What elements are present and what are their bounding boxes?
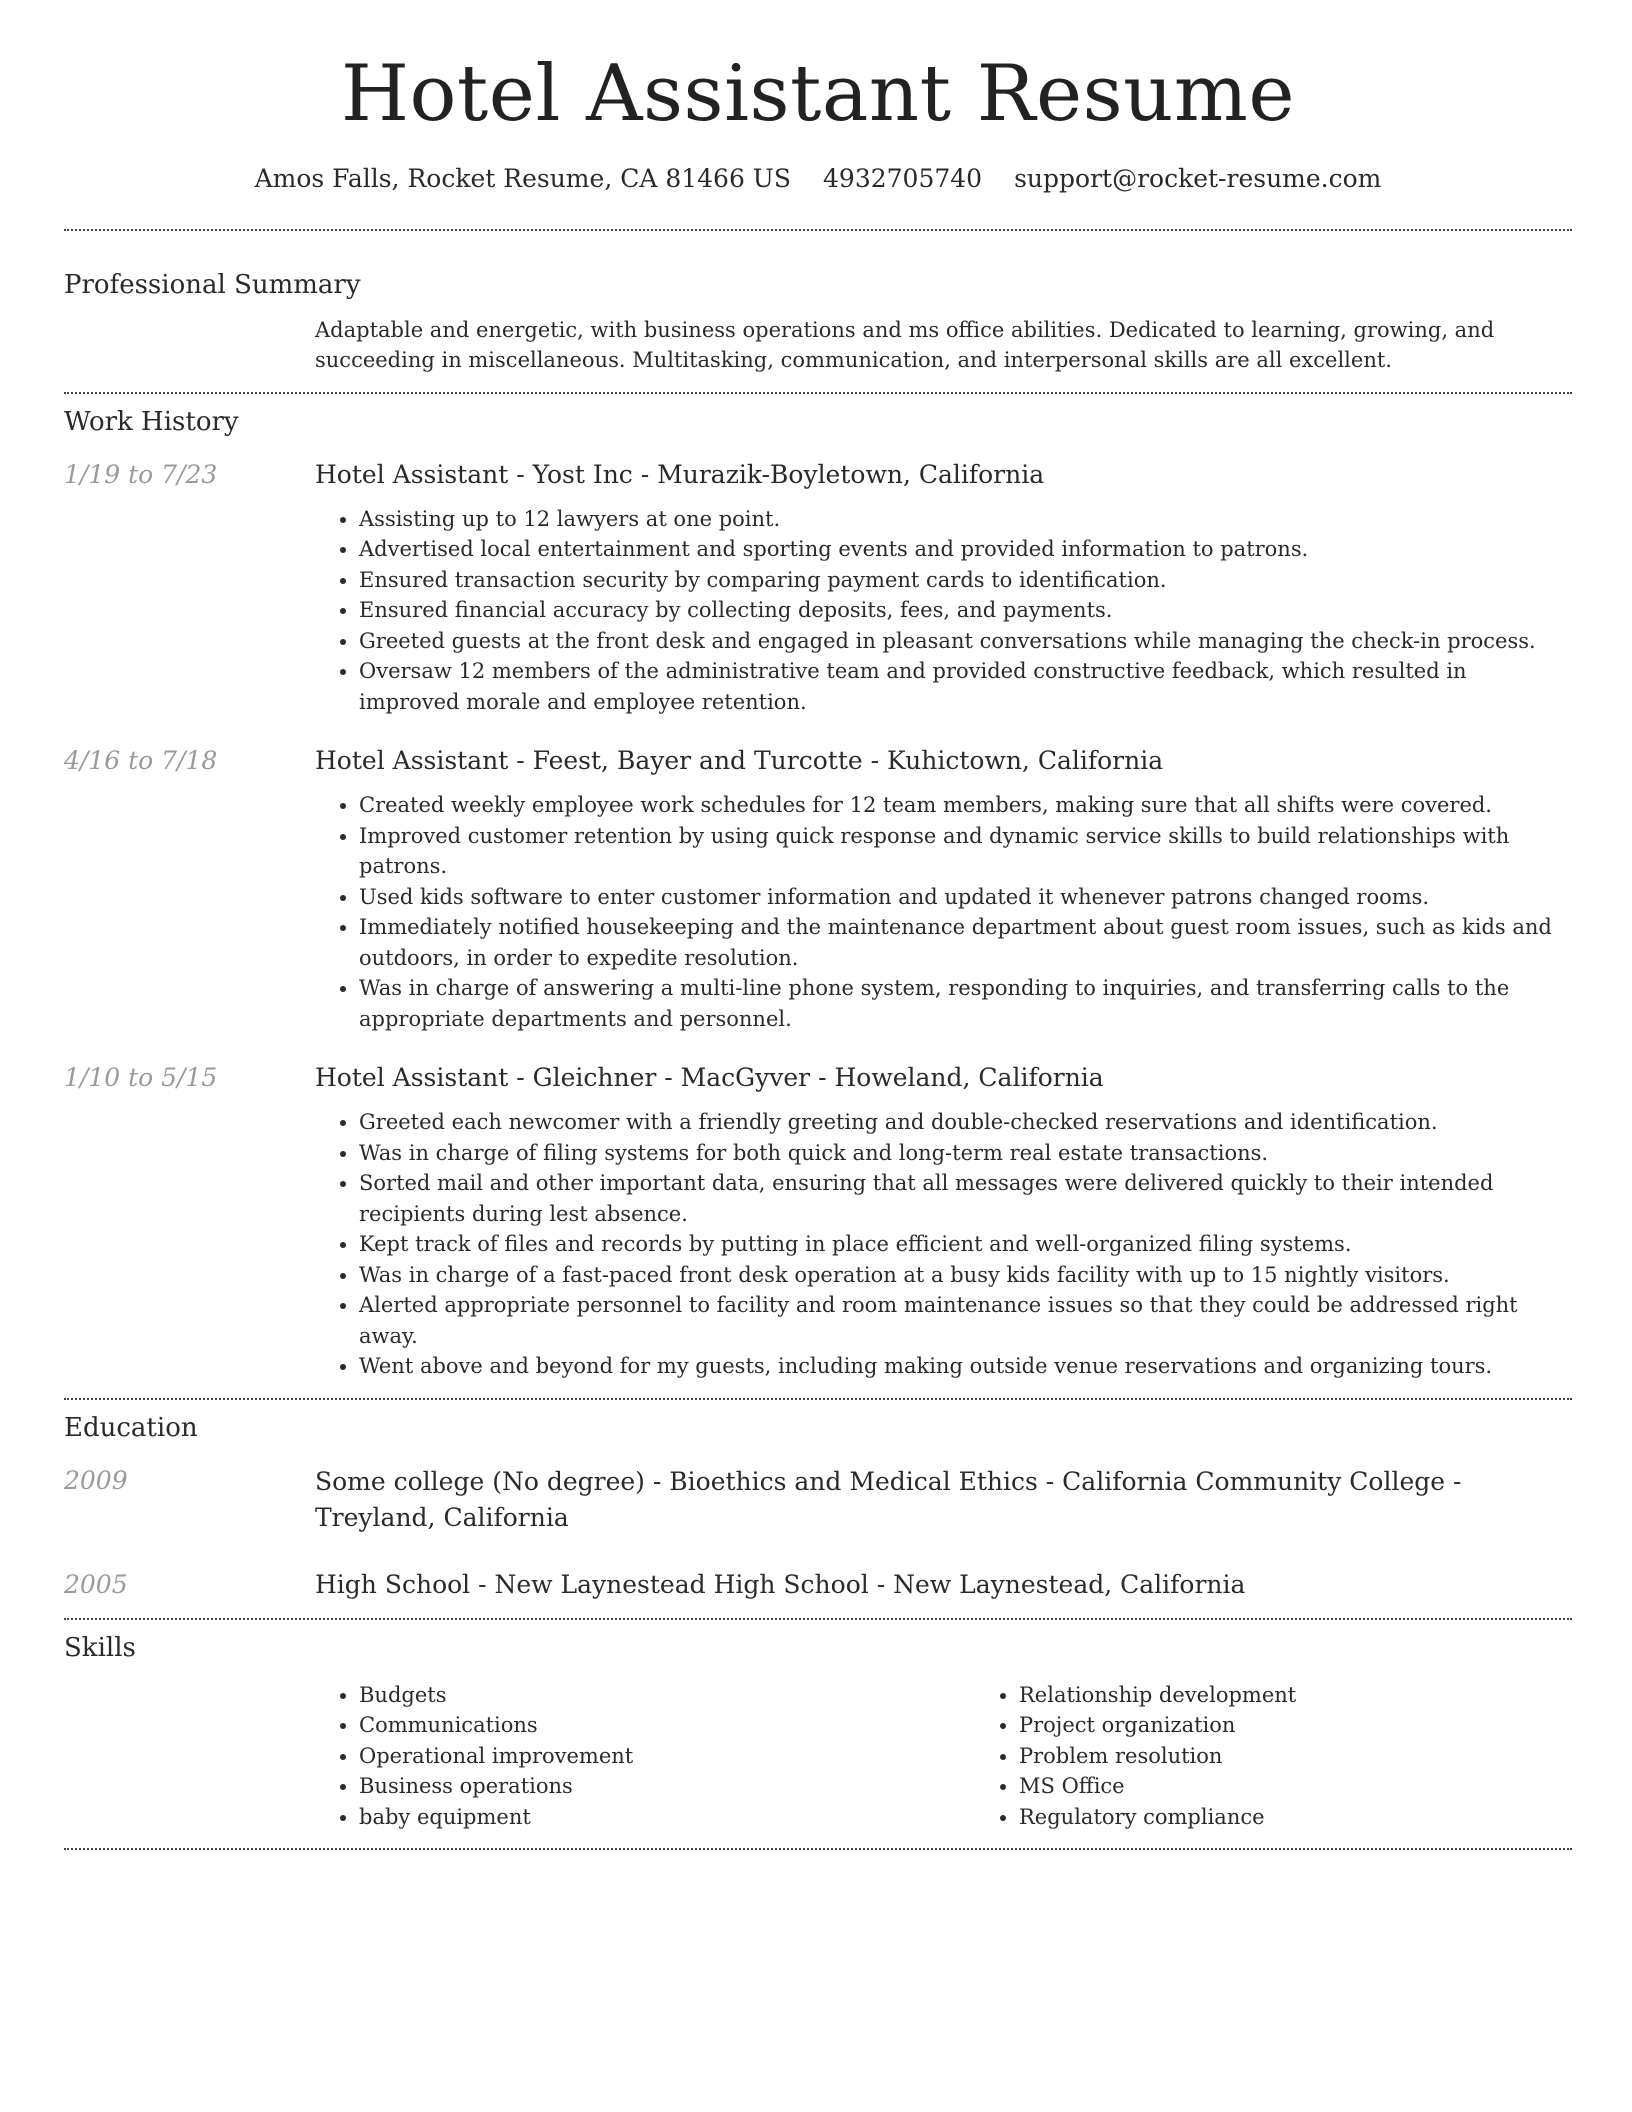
list-item: • Was in charge of a fast-paced front desk operation at a busy kids facility with up to 15 nightly visitors. xyxy=(359,1260,1572,1291)
list-item: • Alerted appropriate personnel to facility and room maintenance issues so that they could be addressed right away. xyxy=(359,1290,1572,1351)
list-item: • Was in charge of answering a multi-line phone system, responding to inquiries, and transferring calls to the appropriate departments and personnel. xyxy=(359,973,1572,1034)
list-item: • Oversaw 12 members of the administrative team and provided constructive feedback, which resulted in improved morale and employee retention. xyxy=(359,656,1572,717)
job-title: Hotel Assistant - Gleichner - MacGyver - Howeland, California xyxy=(315,1063,1104,1093)
contact-phone: 4932705740 xyxy=(823,163,983,193)
skills-section xyxy=(64,1620,1572,1833)
list-item: • Advertised local entertainment and sporting events and provided information to patrons. xyxy=(359,534,1572,565)
list-item: • Assisting up to 12 lawyers at one point. xyxy=(359,504,1572,535)
job-title: Hotel Assistant - Yost Inc - Murazik-Boyletown, California xyxy=(315,459,1045,489)
list-item: • Ensured financial accuracy by collecting deposits, fees, and payments. xyxy=(359,595,1572,626)
summary-section xyxy=(64,231,1572,375)
skill-item: • Operational improvement xyxy=(359,1741,975,1772)
list-item: • Greeted each newcomer with a friendly greeting and double-checked reservations and identification. xyxy=(359,1107,1572,1138)
section-title-education: Education xyxy=(64,1412,198,1443)
skill-item: • MS Office xyxy=(1019,1771,1632,1802)
section-title-summary: Professional Summary xyxy=(64,269,361,300)
resume-page xyxy=(64,0,1572,1850)
list-item: • Kept track of files and records by putting in place efficient and well-organized filing systems. xyxy=(359,1229,1572,1260)
skill-item: • Relationship development xyxy=(1019,1680,1632,1711)
skills-list-left xyxy=(315,1680,975,1833)
education-section xyxy=(64,1400,1572,1602)
skill-item: • Regulatory compliance xyxy=(1019,1802,1632,1833)
job-dates: 1/10 to 5/15 xyxy=(64,1063,218,1093)
education-year: 2009 xyxy=(64,1465,128,1495)
skill-item: • baby equipment xyxy=(359,1802,975,1833)
list-item: • Was in charge of filing systems for both quick and long-term real estate transactions. xyxy=(359,1138,1572,1169)
list-item: • Sorted mail and other important data, ensuring that all messages were delivered quickly to their intended recipients during lest absence. xyxy=(359,1168,1572,1229)
list-item: • Greeted guests at the front desk and engaged in pleasant conversations while managing the check-in process. xyxy=(359,626,1572,657)
education-entry xyxy=(64,1568,1572,1602)
job-bullets xyxy=(315,1107,1572,1382)
contact-address: Amos Falls, Rocket Resume, CA 81466 US xyxy=(254,163,792,193)
list-item: • Improved customer retention by using quick response and dynamic service skills to build relationships with patrons. xyxy=(359,821,1572,882)
job-bullets xyxy=(315,790,1572,1034)
skill-item: • Business operations xyxy=(359,1771,975,1802)
contact-line xyxy=(64,164,1572,193)
job-entry xyxy=(64,458,1572,718)
job-entry xyxy=(64,1061,1572,1382)
skill-item: • Budgets xyxy=(359,1680,975,1711)
list-item: • Went above and beyond for my guests, including making outside venue reservations and organizing tours. xyxy=(359,1351,1572,1382)
list-item: • Used kids software to enter customer information and updated it whenever patrons changed rooms. xyxy=(359,882,1572,913)
skill-item: • Project organization xyxy=(1019,1710,1632,1741)
education-text: High School - New Laynestead High School - New Laynestead, California xyxy=(315,1569,1246,1599)
list-item: • Immediately notified housekeeping and the maintenance department about guest room issues, such as kids and outdoors, in order to expedite resolution. xyxy=(359,912,1572,973)
contact-email: support@rocket-resume.com xyxy=(1014,163,1382,193)
education-year: 2005 xyxy=(64,1569,128,1599)
section-title-skills: Skills xyxy=(64,1632,136,1663)
skills-list-right xyxy=(975,1680,1632,1833)
list-item: • Created weekly employee work schedules for 12 team members, making sure that all shifts were covered. xyxy=(359,790,1572,821)
job-dates: 1/19 to 7/23 xyxy=(64,459,218,489)
section-title-work-history: Work History xyxy=(64,406,239,437)
education-text: Some college (No degree) - Bioethics and Medical Ethics - California Community College - Treyland, California xyxy=(315,1466,1462,1532)
resume-header xyxy=(64,0,1572,193)
job-bullets xyxy=(315,504,1572,718)
education-entry xyxy=(64,1464,1572,1536)
skills-grid xyxy=(315,1680,1632,1833)
divider xyxy=(64,1848,1572,1850)
summary-text: Adaptable and energetic, with business operations and ms office abilities. Dedicated to learning, growing, and succeeding in miscellaneous. Multitasking, communication, and interpersonal skills are all excellent. xyxy=(315,317,1495,372)
job-entry xyxy=(64,744,1572,1034)
list-item: • Ensured transaction security by comparing payment cards to identification. xyxy=(359,565,1572,596)
work-history-section xyxy=(64,394,1572,1382)
skill-item: • Communications xyxy=(359,1710,975,1741)
resume-title: Hotel Assistant Resume xyxy=(340,49,1296,139)
skill-item: • Problem resolution xyxy=(1019,1741,1632,1772)
job-title: Hotel Assistant - Feest, Bayer and Turcotte - Kuhictown, California xyxy=(315,746,1164,776)
job-dates: 4/16 to 7/18 xyxy=(64,746,218,776)
